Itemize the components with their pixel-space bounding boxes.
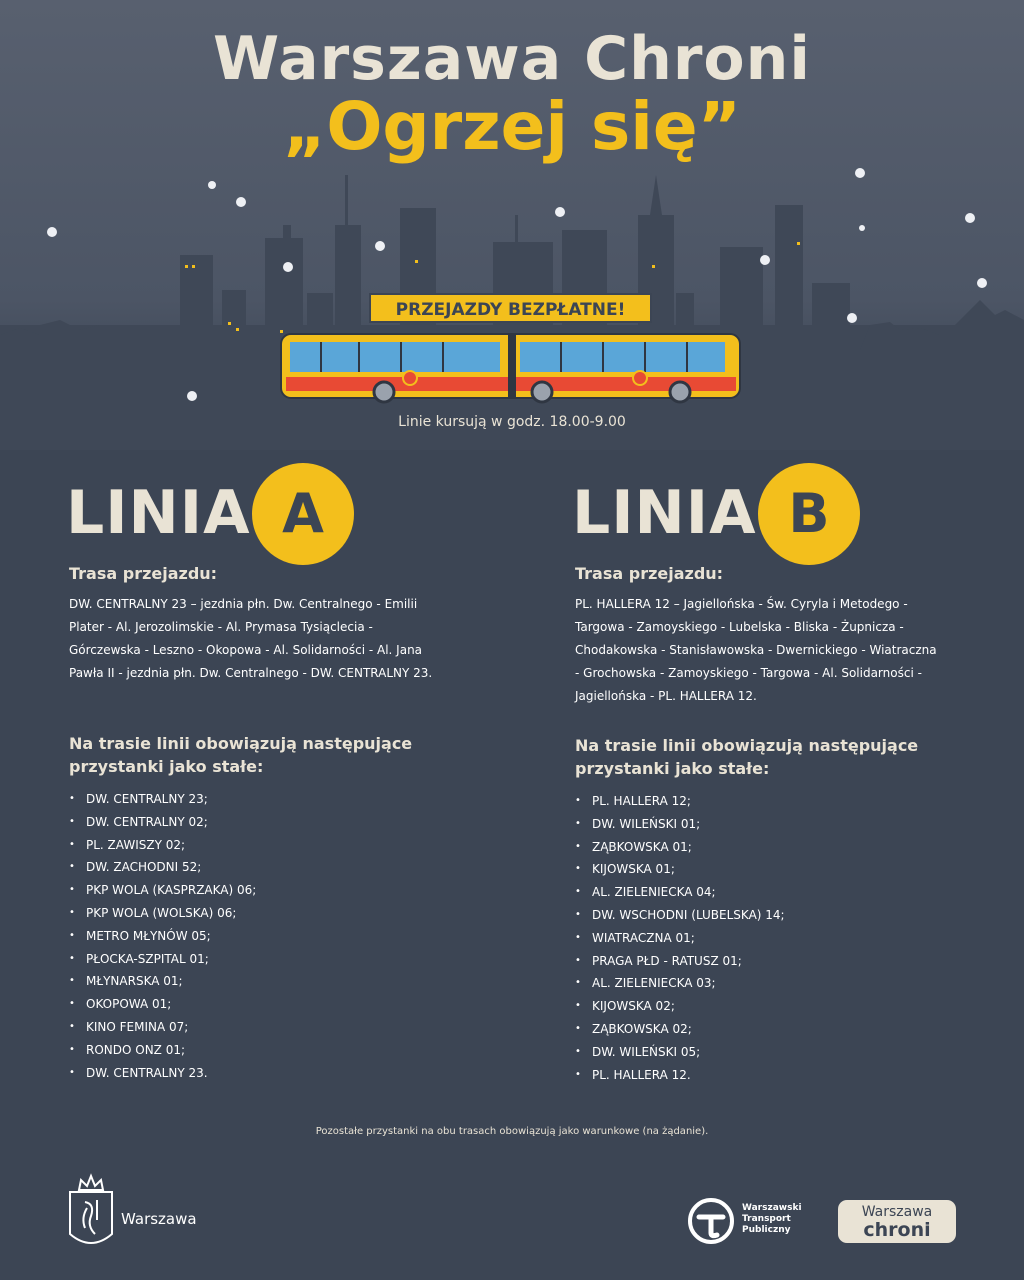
line-b-route [575,593,937,708]
list-item: • DW. CENTRALNY 23. [69,1062,256,1085]
wtp-logo-text [742,1203,802,1236]
line-b-stops-heading [575,734,918,780]
wtp-line: Publiczny [742,1225,791,1235]
warszawa-chroni-logo [838,1200,956,1243]
list-item: • DW. CENTRALNY 02; [69,811,256,834]
list-item: • MŁYNARSKA 01; [69,970,256,993]
line-a-stops-list [69,788,256,1084]
city-label: Warszawa [121,1210,197,1228]
list-item: • AL. ZIELENIECKA 04; [575,881,785,904]
list-item: • DW. WSCHODNI (LUBELSKA) 14; [575,904,785,927]
route-line: Pawła II - jezdnia płn. Dw. Centralnego - DW. CENTRALNY 23. [69,666,433,680]
list-item: • DW. ZACHODNI 52; [69,856,256,879]
service-hours: Linie kursują w godz. 18.00-9.00 [398,414,626,430]
route-line: Górczewska - Leszno - Okopowa - Al. Solidarności - Al. Jana [69,643,423,657]
warsaw-coat-of-arms-icon [67,1172,115,1252]
list-item: • DW. WILEŃSKI 01; [575,813,785,836]
line-a-badge: A [252,463,354,565]
list-item: • PKP WOLA (KASPRZAKA) 06; [69,879,256,902]
line-b-stops-list [575,790,785,1086]
line-a-route-heading: Trasa przejazdu: [69,564,218,583]
stops-heading-line: przystanki jako stałe: [575,759,770,778]
list-item: • METRO MŁYNÓW 05; [69,925,256,948]
line-a-route [69,593,432,685]
list-item: • RONDO ONZ 01; [69,1039,256,1062]
route-line: Plater - Al. Jerozolimskie - Al. Prymasa Tysiąclecia - [69,620,373,634]
list-item: • KIJOWSKA 01; [575,858,785,881]
list-item: • PRAGA PŁD - RATUSZ 01; [575,950,785,973]
wtp-logo-icon [687,1197,735,1245]
list-item: • WIATRACZNA 01; [575,927,785,950]
conditional-stops-note: Pozostałe przystanki na obu trasach obowiązują jako warunkowe (na żądanie). [315,1126,709,1137]
line-b-label: LINIA [572,478,757,548]
page-subtitle: „Ogrzej się” [282,88,742,165]
free-rides-banner: PRZEJAZDY BEZPŁATNE! [369,293,652,323]
stops-heading-line: Na trasie linii obowiązują następujące [575,736,919,755]
list-item: • ZĄBKOWSKA 01; [575,836,785,859]
list-item: • PL. HALLERA 12; [575,790,785,813]
articulated-bus-illustration [280,332,742,404]
stops-heading-line: przystanki jako stałe: [69,757,264,776]
route-line: PL. HALLERA 12 – Jagiellońska - Św. Cyryla i Metodego - [575,597,908,611]
line-a-stops-heading [69,732,412,778]
route-line: DW. CENTRALNY 23 – jezdnia płn. Dw. Centralnego - Emilii [69,597,418,611]
route-line: - Grochowska - Zamoyskiego - Targowa - Al. Solidarności - [575,666,922,680]
list-item: • PL. HALLERA 12. [575,1064,785,1087]
list-item: • PŁOCKA-SZPITAL 01; [69,948,256,971]
list-item: • AL. ZIELENIECKA 03; [575,972,785,995]
list-item: • ZĄBKOWSKA 02; [575,1018,785,1041]
chroni-logo-line: chroni [863,1219,931,1241]
list-item: • KIJOWSKA 02; [575,995,785,1018]
page-title: Warszawa Chroni [213,24,811,94]
route-line: Jagiellońska - PL. HALLERA 12. [575,689,757,703]
chroni-logo-line: Warszawa [861,1204,933,1220]
wtp-line: Warszawski [742,1203,802,1213]
line-b-badge: B [758,463,860,565]
stops-heading-line: Na trasie linii obowiązują następujące [69,734,413,753]
line-b-route-heading: Trasa przejazdu: [575,564,724,583]
line-a-label: LINIA [66,478,251,548]
list-item: • DW. WILEŃSKI 05; [575,1041,785,1064]
list-item: • DW. CENTRALNY 23; [69,788,256,811]
route-line: Chodakowska - Stanisławowska - Dwernickiego - Wiatraczna [575,643,937,657]
list-item: • PL. ZAWISZY 02; [69,834,256,857]
wtp-line: Transport [742,1214,791,1224]
list-item: • KINO FEMINA 07; [69,1016,256,1039]
list-item: • OKOPOWA 01; [69,993,256,1016]
list-item: • PKP WOLA (WOLSKA) 06; [69,902,256,925]
route-line: Targowa - Zamoyskiego - Lubelska - Bliska - Żupnicza - [575,620,904,634]
